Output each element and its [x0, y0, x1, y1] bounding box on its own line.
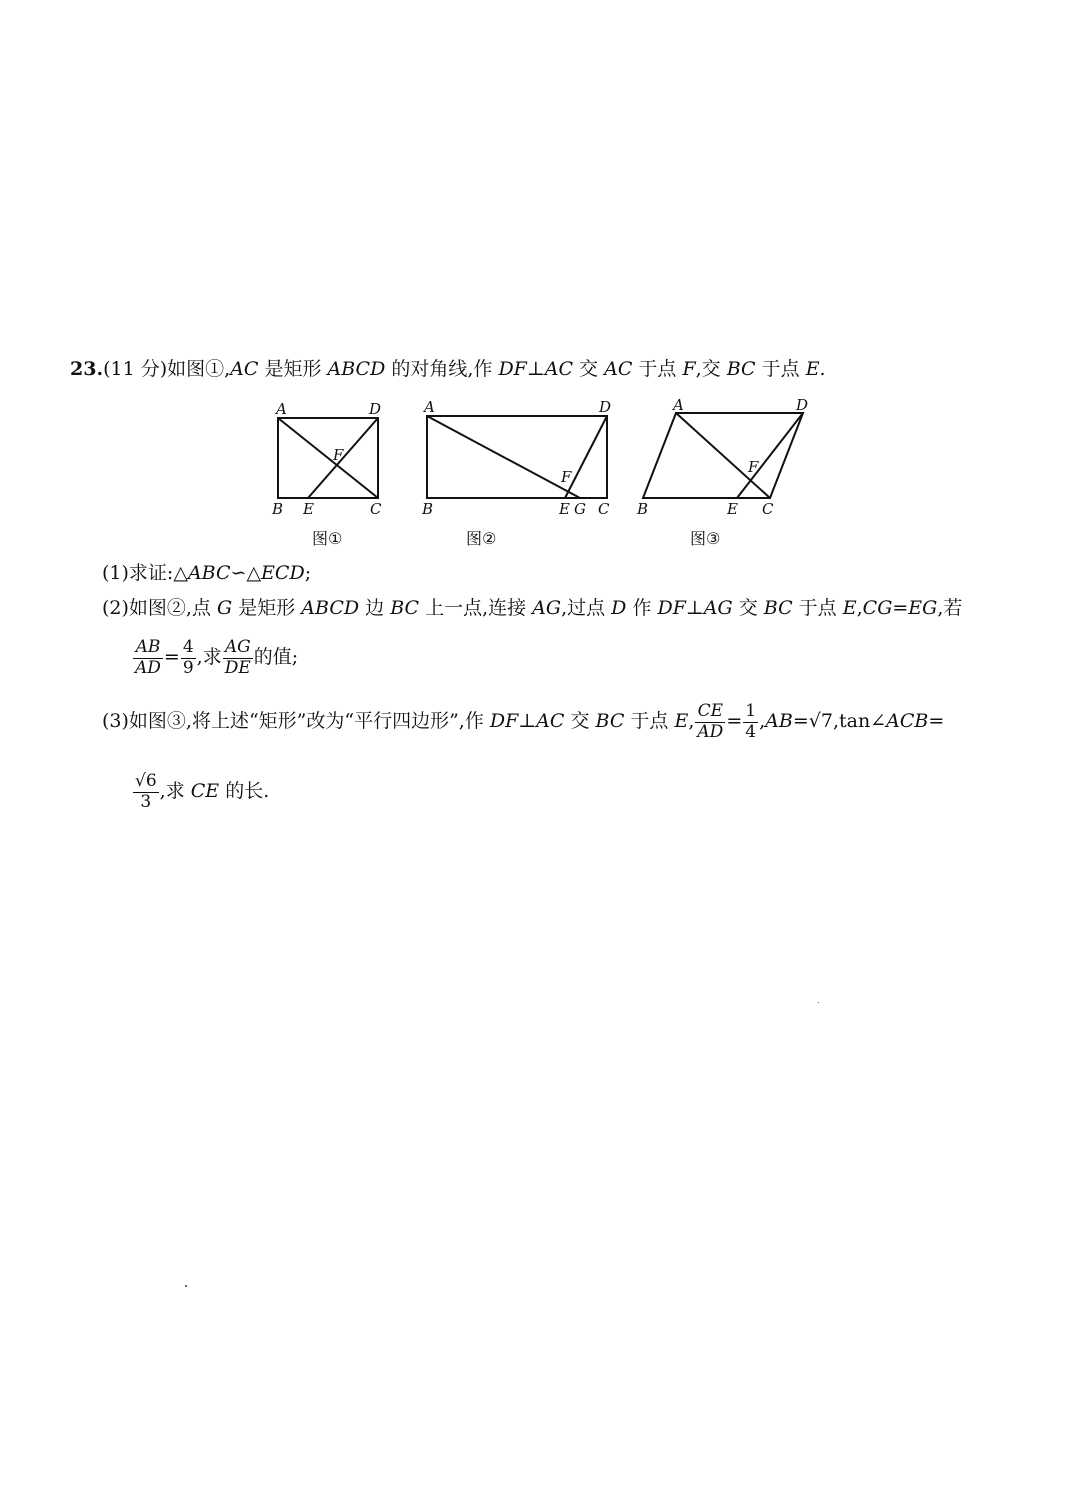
part-3-text: , [759, 710, 766, 733]
triangle-ecd: △ECD [246, 562, 305, 584]
part-2-text: (2)如图②,点 [102, 597, 217, 619]
label-d: D [369, 400, 382, 418]
segment-de [737, 413, 803, 498]
part-2-math: BC [390, 597, 420, 619]
part-2-text: , [856, 597, 863, 619]
diagonal-ac [676, 413, 770, 498]
intro-math: BC [726, 358, 756, 380]
figure-3-caption: 图③ [690, 529, 721, 548]
problem-points: (11 分) [103, 358, 168, 380]
intro-math: DF⊥AC [498, 358, 573, 380]
part-2-text: 是矩形 [232, 597, 302, 619]
segment-ag [427, 416, 580, 498]
part-1 [102, 564, 311, 583]
part-2-math: AG [532, 597, 562, 619]
fraction-sqrt6-3 [133, 772, 159, 812]
intro-math: AC [230, 358, 259, 380]
part-3-text: 交 [564, 710, 596, 733]
fraction-numerator: √6 [135, 771, 157, 791]
label-f: F [333, 446, 344, 464]
label-d: D [796, 396, 809, 414]
problem-number: 23. [70, 358, 104, 380]
part-3-math: BC [595, 710, 625, 733]
label-b: B [272, 500, 284, 518]
part-2-text: 的值; [253, 646, 299, 669]
fraction-denominator: DE [224, 657, 251, 678]
label-f: F [748, 458, 759, 476]
part-3-text: = [928, 710, 945, 733]
part-3-math: E [674, 710, 689, 733]
part-2-text: 作 [626, 597, 658, 619]
part-3-text: ,tan∠ [832, 710, 887, 733]
part-3-math: AB [765, 710, 793, 733]
label-e: E [559, 500, 570, 518]
fraction-denominator: 9 [182, 657, 194, 678]
fraction-ag-de [223, 638, 253, 678]
intro-text: ,交 [695, 358, 727, 380]
intro-math: E. [805, 358, 826, 380]
fraction-denominator: AD [697, 721, 724, 742]
part-2-math: ABCD [301, 597, 360, 619]
label-c: C [762, 500, 774, 518]
equals-sign: = [726, 710, 743, 733]
intro-text: 如图①, [167, 358, 231, 380]
figure-2 [421, 398, 611, 518]
fraction-ce-ad [695, 702, 725, 742]
scan-speck [185, 1285, 187, 1287]
part-3-line-2 [132, 772, 269, 812]
label-a: A [673, 396, 684, 414]
fraction-denominator: 3 [140, 791, 152, 812]
intro-math: AC [604, 358, 633, 380]
part-2-text: 上一点,连接 [419, 597, 533, 619]
part-3-math: DF⊥AC [489, 710, 565, 733]
part-2-text: ,求 [196, 646, 222, 669]
part-2-text: 交 [732, 597, 764, 619]
intro-text: 于点 [755, 358, 806, 380]
part-1-label: (1)求证: [102, 562, 174, 584]
intro-text: 的对角线,作 [385, 358, 499, 380]
label-d: D [599, 398, 612, 416]
fraction-1-4 [743, 702, 758, 742]
figure-2-caption: 图② [466, 529, 497, 548]
scan-speck [818, 1002, 819, 1003]
fraction-numerator: CE [695, 702, 725, 723]
fraction-4-9 [181, 638, 196, 678]
fraction-denominator: 4 [745, 721, 757, 742]
fraction-numerator: 4 [182, 637, 194, 657]
intro-text: 是矩形 [258, 358, 328, 380]
part-3-math: =√7 [792, 710, 833, 733]
figure-1-caption: 图① [312, 529, 343, 548]
part-2-math: E [842, 597, 857, 619]
part-3-text: ,求 [159, 780, 191, 803]
part-3-text: 的长. [219, 780, 270, 803]
fraction-numerator: AB [133, 638, 163, 659]
label-e: E [727, 500, 738, 518]
part-2-math: D [611, 597, 627, 619]
similar-symbol: ∽ [230, 562, 247, 584]
fraction-numerator: 1 [745, 701, 757, 721]
part-3-text: 于点 [624, 710, 675, 733]
label-c: C [370, 500, 382, 518]
intro-text: 于点 [632, 358, 683, 380]
fraction-ab-ad [133, 638, 163, 678]
part-3-math: ACB [886, 710, 929, 733]
label-a: A [424, 398, 435, 416]
part-2-line-2 [132, 638, 298, 678]
equals-sign: = [163, 646, 180, 669]
label-e: E [303, 500, 314, 518]
part-2-math: BC [763, 597, 793, 619]
problem-intro [70, 360, 826, 379]
rectangle-abcd [427, 416, 607, 498]
figure-1 [271, 400, 382, 518]
part-3-math: CE [190, 780, 220, 803]
part-2-text: 于点 [792, 597, 843, 619]
intro-math: ABCD [327, 358, 386, 380]
geometry-figures [0, 390, 1080, 570]
label-b: B [422, 500, 434, 518]
part-3-line-1 [102, 702, 944, 742]
part-2-text: ,过点 [561, 597, 612, 619]
part-2-text: 边 [359, 597, 391, 619]
intro-text: 交 [573, 358, 605, 380]
part-2-math: G [217, 597, 233, 619]
part-2-line-1 [102, 599, 962, 618]
fraction-numerator: AG [223, 638, 253, 659]
part-3-text: , [688, 710, 695, 733]
label-b: B [637, 500, 649, 518]
part-2-math: CG=EG [862, 597, 938, 619]
fraction-denominator: AD [135, 657, 161, 678]
diagonal-ac [278, 418, 378, 498]
label-c: C [598, 500, 610, 518]
part-2-text: ,若 [937, 597, 963, 619]
part-2-math: DF⊥AG [657, 597, 733, 619]
label-f: F [561, 468, 572, 486]
part-1-end: ; [304, 562, 312, 584]
intro-math: F [682, 358, 696, 380]
label-g: G [574, 500, 586, 518]
label-a: A [276, 400, 287, 418]
figure-3 [636, 396, 808, 518]
part-3-text: (3)如图③,将上述“矩形”改为“平行四边形”,作 [102, 710, 490, 733]
triangle-abc: △ABC [173, 562, 231, 584]
